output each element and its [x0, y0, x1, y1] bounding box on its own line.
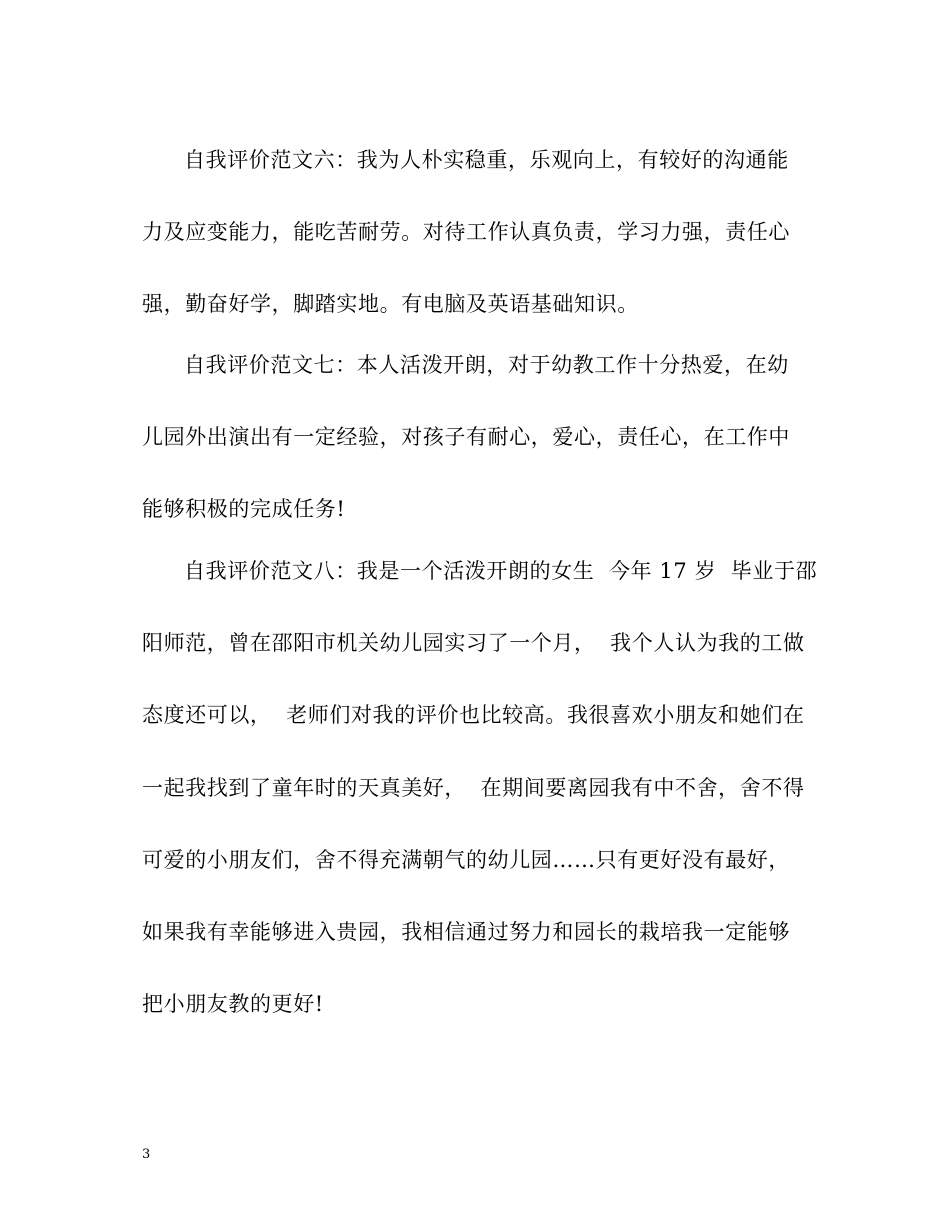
text-line: 阳师范，曾在邵阳市机关幼儿园实习了一个月， 我个人认为我的工做 — [142, 631, 805, 655]
text-line: 强，勤奋好学，脚踏实地。有电脑及英语基础知识。 — [142, 292, 639, 316]
text-line: 能够积极的完成任务! — [142, 497, 346, 521]
text-line: 态度还可以， 老师们对我的评价也比较高。我很喜欢小朋友和她们在 — [142, 703, 805, 727]
text-line: 力及应变能力，能吃苦耐劳。对待工作认真负责，学习力强，责任心 — [142, 220, 790, 244]
text-line: 把小朋友教的更好! — [142, 992, 324, 1016]
text-line: 如果我有幸能够进入贵园，我相信通过努力和园长的栽培我一定能够 — [142, 920, 790, 944]
text-line: 自我评价范文七：本人活泼开朗，对于幼教工作十分热爱，在幼 — [184, 353, 789, 377]
text-line: 儿园外出演出有一定经验，对孩子有耐心，爱心，责任心，在工作中 — [142, 425, 790, 449]
page-number: 3 — [142, 1147, 151, 1162]
text-line: 一起我找到了童年时的天真美好， 在期间要离园我有中不舍，舍不得 — [142, 776, 805, 800]
text-line: 可爱的小朋友们，舍不得充满朝气的幼儿园……只有更好没有最好， — [142, 848, 790, 872]
text-line: 自我评价范文六：我为人朴实稳重，乐观向上，有较好的沟通能 — [184, 148, 789, 172]
text-line: 自我评价范文八：我是一个活泼开朗的女生 今年 17 岁 毕业于邵 — [184, 559, 818, 583]
